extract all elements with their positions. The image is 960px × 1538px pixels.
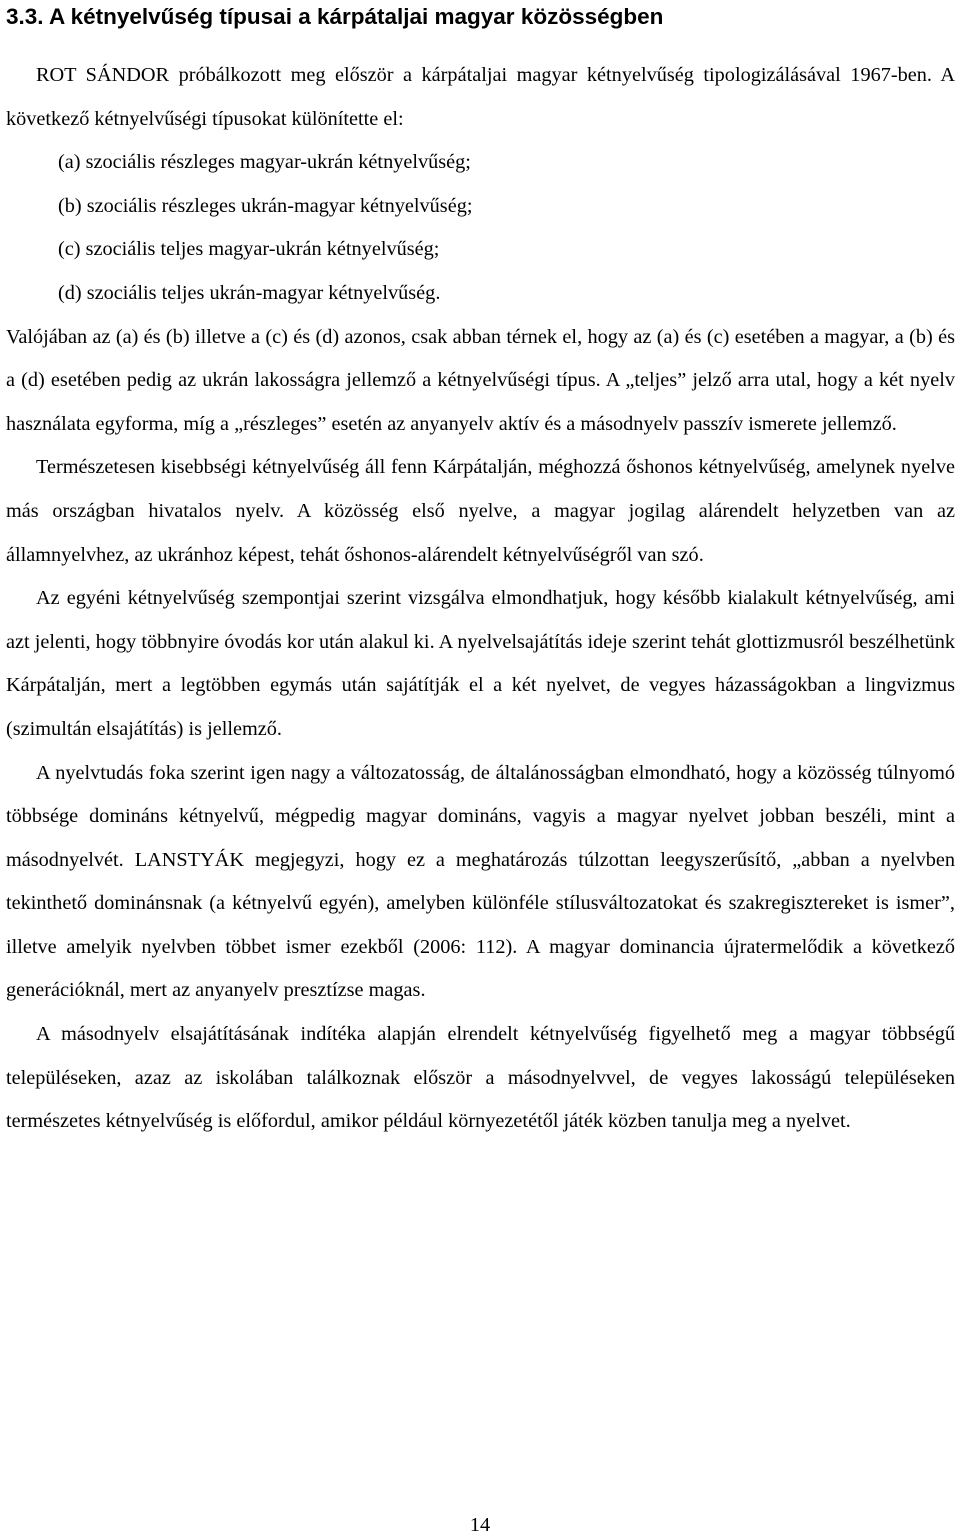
author-name: ROT SÁNDOR [36, 64, 170, 86]
document-body [6, 54, 955, 1144]
intro-text: próbálkozott meg először a kárpátaljai magyar kétnyelvűség tipologizálásával 1967-ben. A következő kétnyelvűségi típusokat különítette el: [6, 64, 955, 130]
paragraph-text: megjegyzi, hogy ez a meghatározás túlzottan leegyszerűsítő, „abban a nyelvben tekinthető dominánsnak (a kétnyelvű egyén), amelyben különféle stílusváltozatokat és szakregisztereket is ismer”, illetve amelyik nyelvben többet ismer ezekből (2006: 112). A magyar dominancia újratermelődik a következő generációknál, mert az anyanyelv presztízse magas. [6, 848, 955, 1002]
list-item: (c) szociális teljes magyar-ukrán kétnyelvűség; [58, 238, 440, 261]
paragraph: A másodnyelv elsajátításának indítéka alapján elrendelt kétnyelvűség figyelhető meg a magyar többségű településeken, azaz az iskolában találkoznak először a másodnyelvvel, de vegyes lakosságú településeken természetes kétnyelvűség is előfordul, amikor például környezetétől játék közben tanulja meg a nyelvet. [6, 1023, 955, 1133]
paragraph [6, 752, 955, 1014]
page-number: 14 [469, 1514, 491, 1536]
document-page [6, 0, 955, 1144]
list-item: (d) szociális teljes ukrán-magyar kétnyelvűség. [58, 281, 441, 304]
intro-paragraph [6, 54, 955, 141]
author-name: LANSTYÁK [134, 848, 244, 871]
paragraph: Természetesen kisebbségi kétnyelvűség áll fenn Kárpátalján, méghozzá őshonos kétnyelvűség, amelynek nyelve más országban hivatalos nyelv. A közösség első nyelve, a magyar jogilag alárendelt helyzetben van az államnyelvhez, az ukránhoz képest, tehát őshonos-alárendelt kétnyelvűségről van szó. [6, 456, 955, 566]
typology-list [6, 141, 955, 315]
list-item: (b) szociális részleges ukrán-magyar kétnyelvűség; [58, 194, 473, 217]
paragraph: Az egyéni kétnyelvűség szempontjai szerint vizsgálva elmondhatjuk, hogy később kialakult kétnyelvűség, ami azt jelenti, hogy többnyire óvodás kor után alakul ki. A nyelvelsajátítás ideje szerint tehát glottizmusról beszélhetünk Kárpátalján, mert a legtöbben egymás után sajátítják el a két nyelvet, de vegyes házasságokban a lingvizmus (szimultán elsajátítás) is jellemző. [6, 587, 955, 740]
paragraph: Valójában az (a) és (b) illetve a (c) és (d) azonos, csak abban térnek el, hogy az (a) és (c) esetében a magyar, a (b) és a (d) esetében pedig az ukrán lakosságra jellemző a kétnyelvűségi típus. A „teljes” jelző arra utal, hogy a két nyelv használata egyforma, míg a „részleges” esetén az anyanyelv aktív és a másodnyelv passzív ismerete jellemző. [6, 325, 955, 435]
section-heading: 3.3. A kétnyelvűség típusai a kárpátaljai magyar közösségben [6, 4, 664, 29]
paragraph-text: A nyelvtudás foka szerint igen nagy a változatosság, de általánosságban elmondható, hogy a közösség túlnyomó többsége domináns kétnyelvű, mégpedig magyar domináns, vagyis a magyar nyelvet jobban beszéli, mint a másodnyelvét. [6, 761, 955, 871]
list-item: (a) szociális részleges magyar-ukrán kétnyelvűség; [58, 151, 471, 174]
